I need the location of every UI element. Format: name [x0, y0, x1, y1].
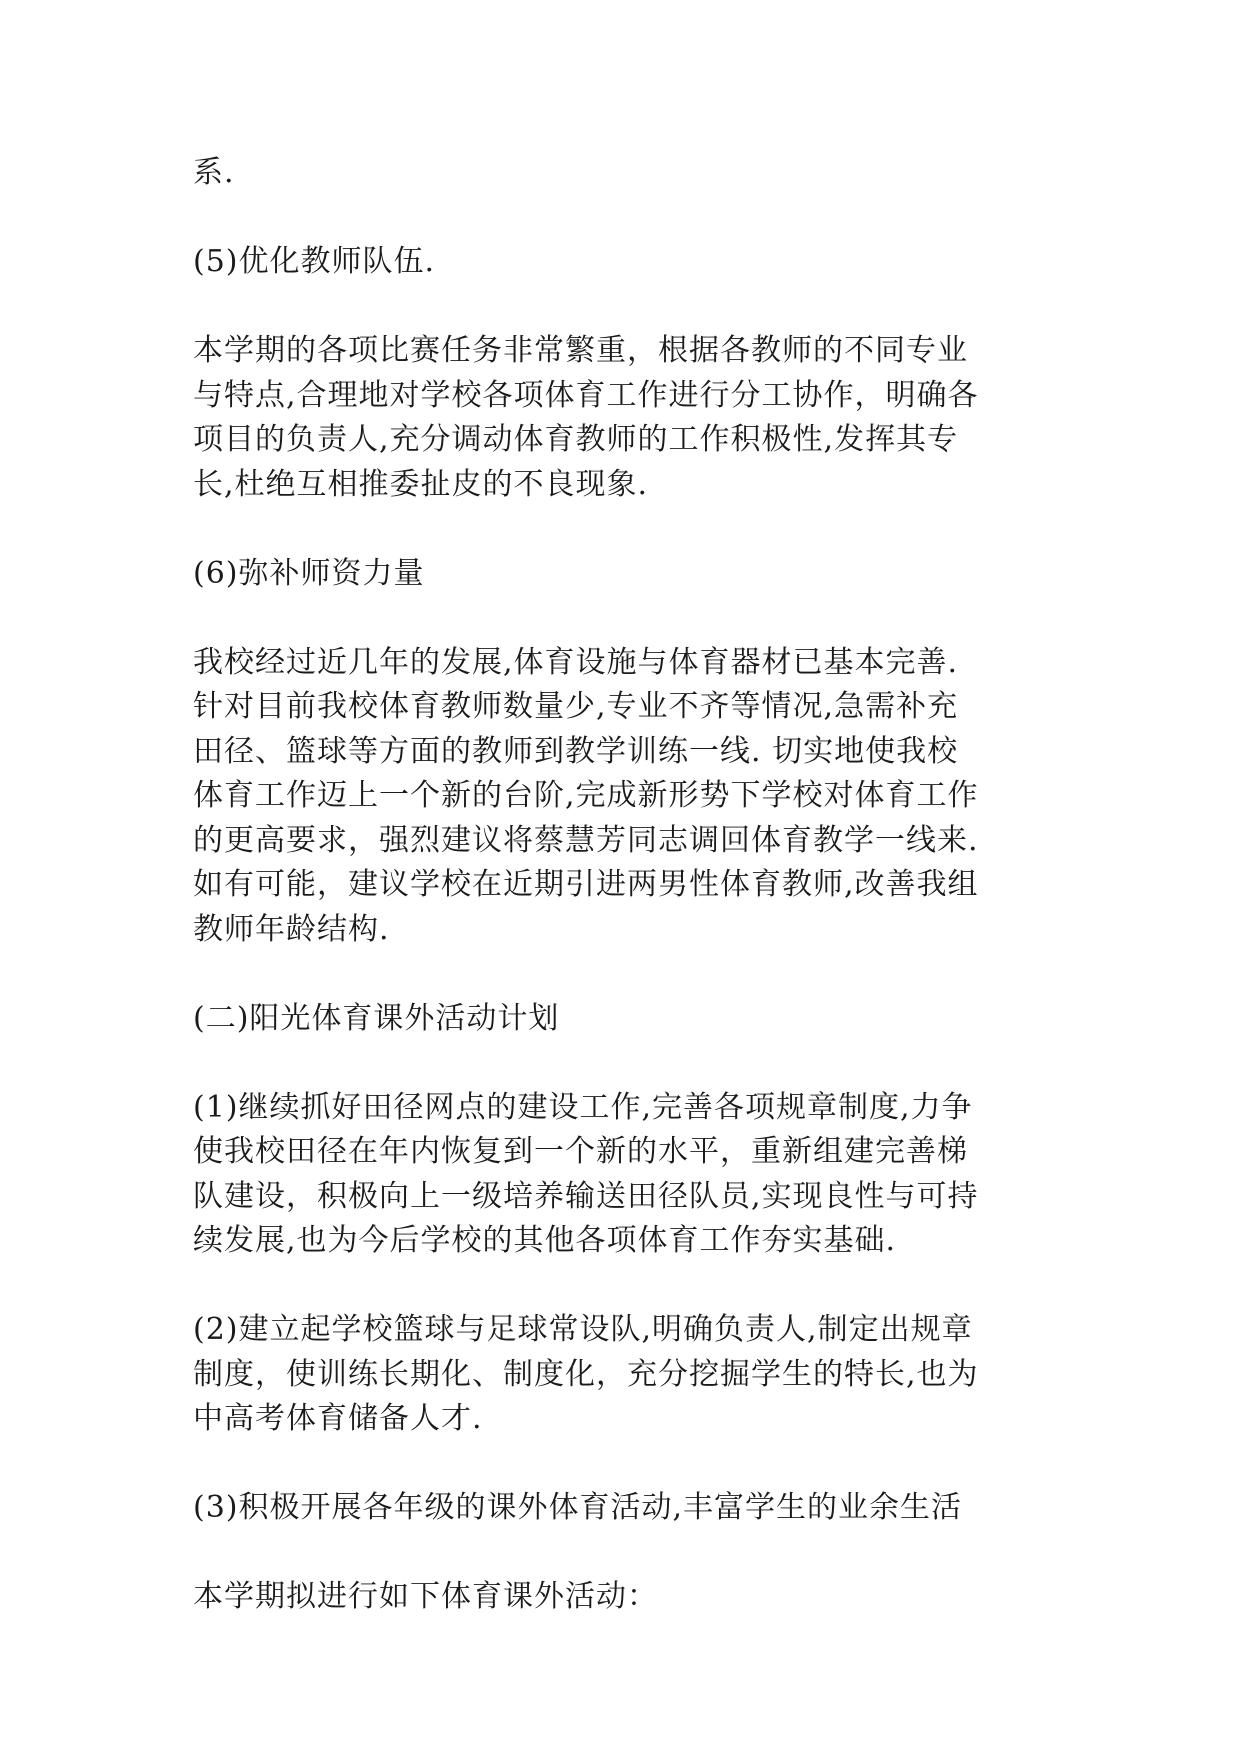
paragraph-continuation: 系. — [193, 155, 235, 190]
heading-teacher-strength: (6)弥补师资力量 — [193, 555, 425, 591]
paragraph-track-and-field: (1)继续抓好田径网点的建设工作,完善各项规章制度,力争 使我校田径在年内恢复到一个新的水平，重新组建完善梯 队建设，积极向上一级培养输送田径队员,实现良性与可持 续发展,也为今后学校的其他各项体育工作夯实基础. — [193, 1089, 979, 1258]
document-body — [193, 151, 1053, 1664]
paragraph-basketball-football: (2)建立起学校篮球与足球常设队,明确负责人,制定出规章 制度，使训练长期化、制度化，充分挖掘学生的特长,也为 中高考体育储备人才. — [193, 1312, 979, 1436]
paragraph-facilities: 我校经过近几年的发展,体育设施与体育器材已基本完善. 针对目前我校体育教师数量少,专业不齐等情况,急需补充 田径、篮球等方面的教师到教学训练一线. 切实地使我校 体育工作迈上一个新的台阶,完成新形势下学校对体育工作 的更高要求，强烈建议将蔡慧芳同志调回体育教学一线来. 如有可能，建议学校在近期引进两男性体育教师,改善我组 教师年龄结构. — [193, 644, 979, 947]
paragraph-activities-intro: 本学期拟进行如下体育课外活动： — [193, 1579, 658, 1614]
paragraph-extracurricular: (3)积极开展各年级的课外体育活动,丰富学生的业余生活 — [193, 1490, 963, 1525]
paragraph-competition-tasks: 本学期的各项比赛任务非常繁重，根据各教师的不同专业 与特点,合理地对学校各项体育工作进行分工协作，明确各 项目的负责人,充分调动体育教师的工作积极性,发挥其专 长,杜绝互相推委扯皮的不良现象. — [193, 333, 979, 502]
heading-optimize-teachers: (5)优化教师队伍. — [193, 244, 436, 279]
heading-sunshine-sports-plan: (二)阳光体育课外活动计划 — [193, 1000, 560, 1036]
